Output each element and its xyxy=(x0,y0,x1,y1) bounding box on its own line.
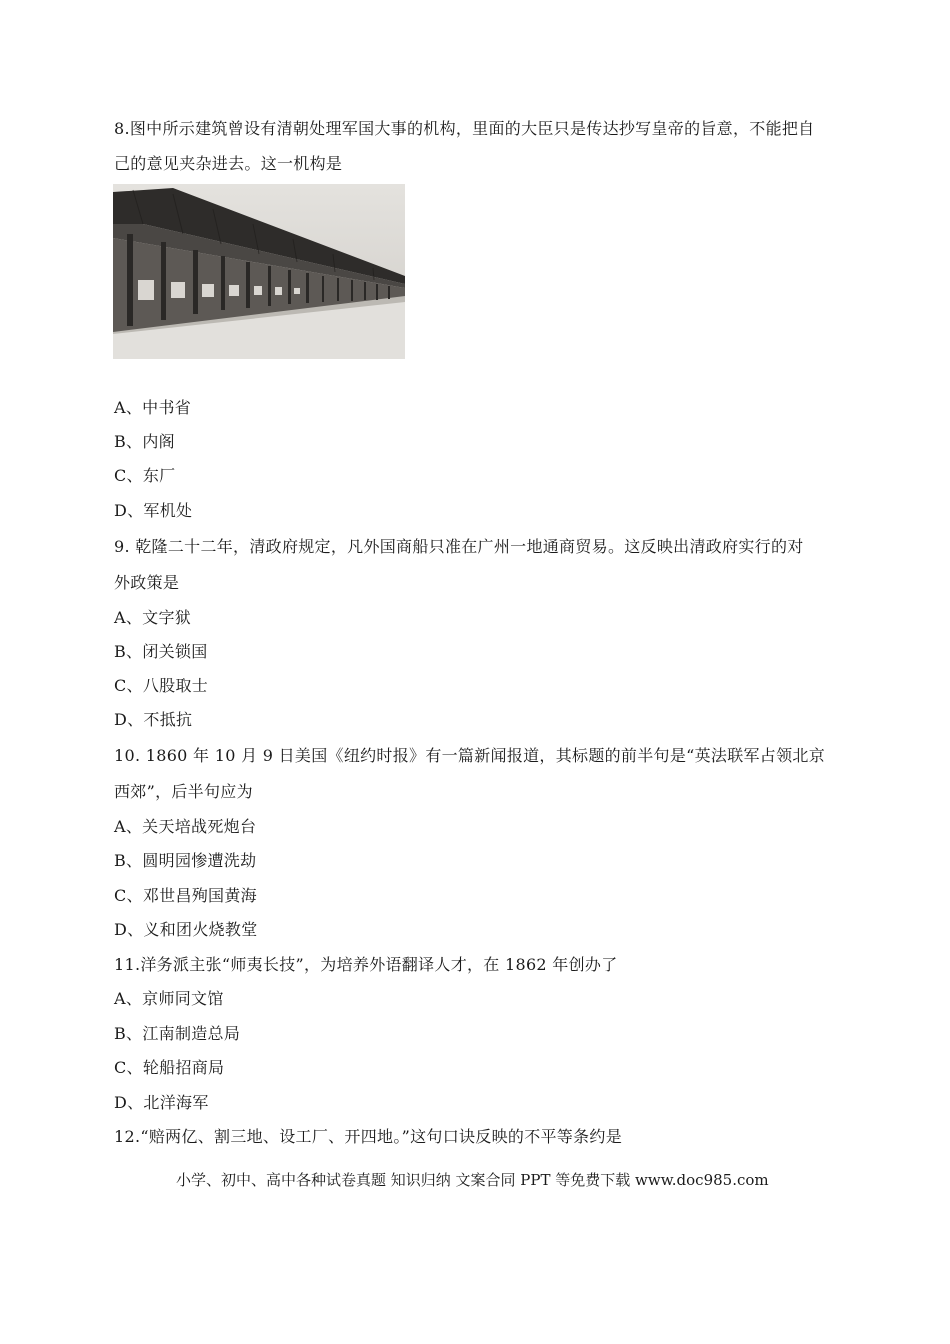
q8-building-photo xyxy=(113,184,405,359)
q11-option-c: C、轮船招商局 xyxy=(114,1058,225,1077)
q8-stem-line1: 8.图中所示建筑曾设有清朝处理军国大事的机构，里面的大臣只是传达抄写皇帝的旨意，不能把自 xyxy=(114,119,815,138)
q11-stem-line1: 11.洋务派主张“师夷长技”，为培养外语翻译人才，在 1862 年创办了 xyxy=(114,955,618,974)
q9-option-d: D、不抵抗 xyxy=(114,710,193,729)
corridor-building-icon xyxy=(113,184,405,359)
q8-stem-line2: 己的意见夹杂进去。这一机构是 xyxy=(114,154,343,173)
q10-stem-line2: 西郊”，后半句应为 xyxy=(114,782,253,801)
q10-option-c: C、邓世昌殉国黄海 xyxy=(114,886,257,905)
q8-option-a: A、中书省 xyxy=(114,398,192,417)
q12-stem-line1: 12.“赔两亿、割三地、设工厂、开四地。”这句口诀反映的不平等条约是 xyxy=(114,1127,623,1146)
q9-stem-line2: 外政策是 xyxy=(114,573,180,592)
q10-option-d: D、义和团火烧教堂 xyxy=(114,920,258,939)
q8-option-d: D、军机处 xyxy=(114,501,193,520)
q8-option-c: C、东厂 xyxy=(114,466,176,485)
q9-option-b: B、闭关锁国 xyxy=(114,642,208,661)
q11-option-b: B、江南制造总局 xyxy=(114,1024,241,1043)
q9-stem-line1: 9. 乾隆二十二年，清政府规定，凡外国商船只准在广州一地通商贸易。这反映出清政府实行的对 xyxy=(114,537,804,556)
q10-stem-line1: 10. 1860 年 10 月 9 日美国《纽约时报》有一篇新闻报道，其标题的前半句是“英法联军占领北京 xyxy=(114,746,825,765)
q10-option-a: A、关天培战死炮台 xyxy=(114,817,257,836)
q9-option-a: A、文字狱 xyxy=(114,608,192,627)
q9-option-c: C、八股取士 xyxy=(114,676,209,695)
q8-option-b: B、内阁 xyxy=(114,432,175,451)
q11-option-d: D、北洋海军 xyxy=(114,1093,209,1112)
q11-option-a: A、京师同文馆 xyxy=(114,989,224,1008)
page-footer: 小学、初中、高中各种试卷真题 知识归纳 文案合同 PPT 等免费下载 www.doc985.com xyxy=(176,1171,769,1189)
q10-option-b: B、圆明园惨遭洗劫 xyxy=(114,851,257,870)
